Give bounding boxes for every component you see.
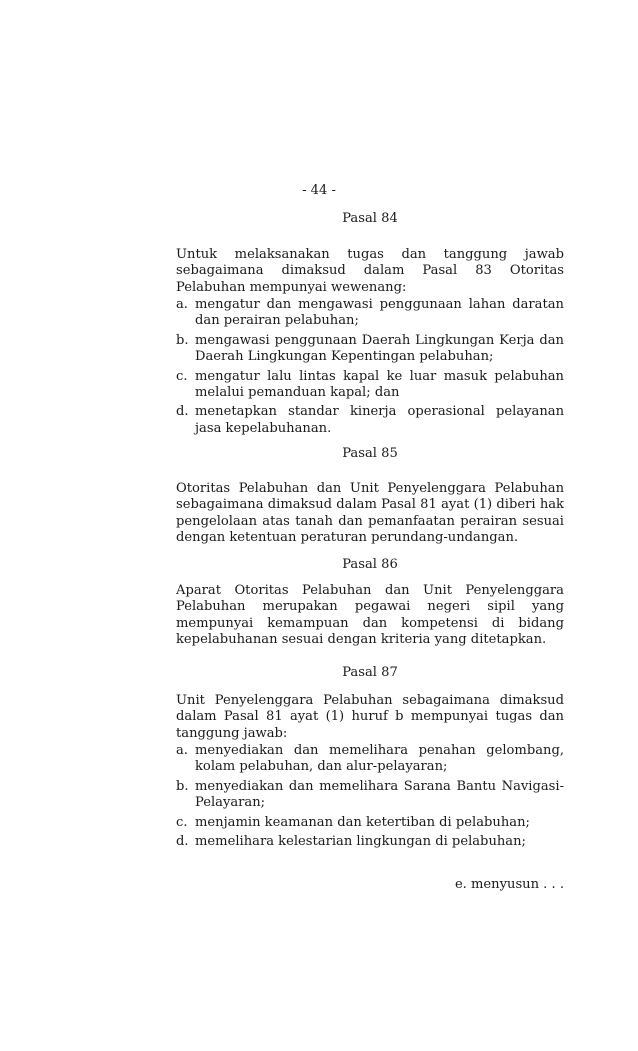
list-item xyxy=(176,404,564,437)
list-item-text: mengatur lalu lintas kapal ke luar masuk pelabuhan melalui pemanduan kapal; dan xyxy=(195,368,564,401)
list-item xyxy=(176,333,564,366)
list-marker: d. xyxy=(176,834,189,850)
list-marker: d. xyxy=(176,404,189,420)
list-marker: c. xyxy=(176,368,188,384)
list-item-text: mengatur dan mengawasi penggunaan lahan daratan dan perairan pelabuhan; xyxy=(195,297,564,329)
pasal-87-intro: Unit Penyelenggara Pelabuhan sebagaimana dimaksud dalam Pasal 81 ayat (1) huruf b mempunyai tugas dan tanggung jawab: xyxy=(176,693,564,741)
pasal-86-heading: Pasal 86 xyxy=(342,557,398,572)
pasal-84-list xyxy=(176,297,564,440)
list-item xyxy=(176,369,564,402)
list-marker: a. xyxy=(176,743,188,758)
page-number: - 44 - xyxy=(302,183,336,198)
list-marker: a. xyxy=(176,297,188,312)
continuation-catchword: e. menyusun . . . xyxy=(454,877,564,892)
list-marker: c. xyxy=(176,814,188,830)
list-item xyxy=(176,834,564,850)
list-item xyxy=(176,297,564,330)
list-item xyxy=(176,743,564,776)
list-item-text: menyediakan dan memelihara penahan gelombang, kolam pelabuhan, dan alur-pelayaran; xyxy=(195,743,564,775)
list-item-text: menetapkan standar kinerja operasional pelayanan jasa kepelabuhanan. xyxy=(195,404,564,436)
pasal-86-body: Aparat Otoritas Pelabuhan dan Unit Penyelenggara Pelabuhan merupakan pegawai negeri sipil yang mempunyai kemampuan dan kompetensi di bidang kepelabuhanan sesuai dengan kriteria yang ditetapkan. xyxy=(176,583,564,648)
pasal-85-body: Otoritas Pelabuhan dan Unit Penyelenggara Pelabuhan sebagaimana dimaksud dalam Pasal 81 ayat (1) diberi hak pengelolaan atas tanah dan pemanfaatan perairan sesuai dengan ketentuan peraturan perundang-undangan. xyxy=(176,481,564,546)
pasal-84-heading: Pasal 84 xyxy=(342,211,398,226)
list-item-text: mengawasi penggunaan Daerah Lingkungan Kerja dan Daerah Lingkungan Kepentingan pelabuhan; xyxy=(195,332,564,365)
list-item xyxy=(176,779,564,812)
list-item-text: menyediakan dan memelihara Sarana Bantu Navigasi-Pelayaran; xyxy=(195,778,564,811)
list-item xyxy=(176,815,564,831)
list-item-text: memelihara kelestarian lingkungan di pelabuhan; xyxy=(195,834,526,850)
pasal-84-intro: Untuk melaksanakan tugas dan tanggung jawab sebagaimana dimaksud dalam Pasal 83 Otoritas Pelabuhan mempunyai wewenang: xyxy=(176,247,564,295)
list-marker: b. xyxy=(176,778,189,794)
list-item-text: menjamin keamanan dan ketertiban di pelabuhan; xyxy=(195,814,530,830)
pasal-87-heading: Pasal 87 xyxy=(342,665,398,680)
pasal-85-heading: Pasal 85 xyxy=(342,446,398,461)
pasal-87-list xyxy=(176,743,564,853)
list-marker: b. xyxy=(176,332,189,348)
